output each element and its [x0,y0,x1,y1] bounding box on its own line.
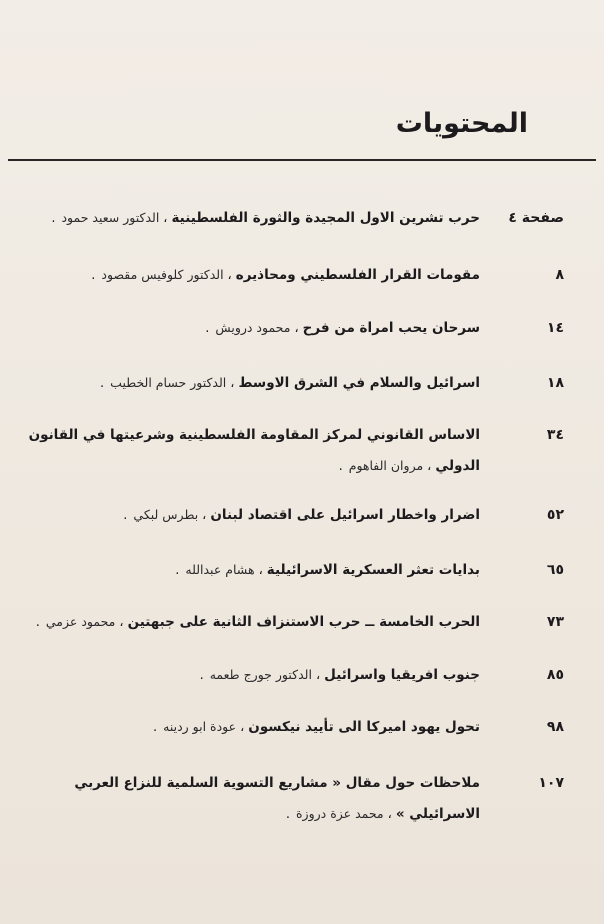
end-mark: . [91,268,96,283]
end-mark: . [205,321,210,336]
author-name: بطرس لبكي [133,507,199,522]
entry-text [18,368,480,399]
page-number: ١٠٧ [538,775,564,791]
entry-text [18,500,480,531]
title-divider [8,159,596,161]
end-mark: . [100,376,105,391]
entry-text [18,420,480,482]
article-title: مقومات القرار الفلسطيني ومحاذيره [235,267,480,283]
separator: ، [427,459,432,474]
page-number: ٥٢ [546,507,564,523]
separator: ، [240,720,245,735]
page-number: ٩٨ [546,719,564,735]
separator: ، [202,508,207,523]
entry-text [18,260,480,291]
entry-text [18,607,480,638]
article-title: جنوب افريقيا واسرائيل [324,667,480,683]
article-title: ملاحظات حول مقال « مشاريع التسوية السلمية للنزاع العربي الاسرائيلي » [74,775,480,822]
author-name: مروان الفاهوم [348,458,424,473]
article-title: الاساس القانوني لمركز المقاومة الفلسطينية وشرعيتها في القانون الدولي [28,427,480,474]
author-name: عودة ابو ردينه [163,719,237,734]
entry-text [18,313,480,344]
separator: ، [258,563,263,578]
separator: ، [227,268,232,283]
end-mark: . [123,508,128,523]
entry-text [18,555,480,586]
page-number: ٨٥ [546,667,564,683]
separator: ، [387,807,392,822]
author-name: الدكتور كلوفيس مقصود [101,267,224,282]
article-title: حرب تشرين الاول المجيدة والثورة الفلسطينية [171,210,480,226]
separator: ، [119,615,124,630]
article-title: اسرائيل والسلام في الشرق الاوسط [238,375,480,391]
separator: ، [163,211,168,226]
end-mark: . [175,563,180,578]
entry-text [18,712,480,743]
end-mark: . [199,668,204,683]
end-mark: . [51,211,56,226]
author-name: محمود درويش [215,320,291,335]
end-mark: . [153,720,158,735]
end-mark: . [35,615,40,630]
author-name: محمد عزة دروزة [296,806,384,821]
end-mark: . [285,807,290,822]
author-name: الدكتور حسام الخطيب [110,375,227,390]
entry-text [18,660,480,691]
page-number: ٣٤ [546,427,564,443]
page-number: ١٨ [546,375,564,391]
separator: ، [315,668,321,683]
separator: ، [294,321,299,336]
author-name: محمود عزمي [45,614,116,629]
author-name: هشام عبدالله [185,562,255,577]
page-number: صفحة ٤ [508,210,564,226]
author-name: الدكتور سعيد حمود [61,210,160,225]
article-title: اضرار واخطار اسرائيل على اقتصاد لبنان [210,507,480,523]
page-number: ١٤ [546,320,564,336]
entry-text [18,203,480,234]
article-title: الحرب الخامسة ــ حرب الاستنزاف الثانية على جبهتين [127,614,480,630]
page-number: ٧٣ [546,614,564,630]
article-title: بدايات تعثر العسكرية الاسرائيلية [266,562,480,578]
entry-text [18,768,480,830]
page-number: ٦٥ [546,562,564,578]
page-number: ٨ [555,267,564,283]
page-title: المحتويات [395,108,528,139]
article-title: سرحان يحب امراة من فرح [302,320,480,336]
end-mark: . [338,459,343,474]
author-name: الدكتور جورج طعمه [209,667,312,682]
separator: ، [230,376,235,391]
article-title: تحول يهود اميركا الى تأييد نيكسون [248,719,480,735]
